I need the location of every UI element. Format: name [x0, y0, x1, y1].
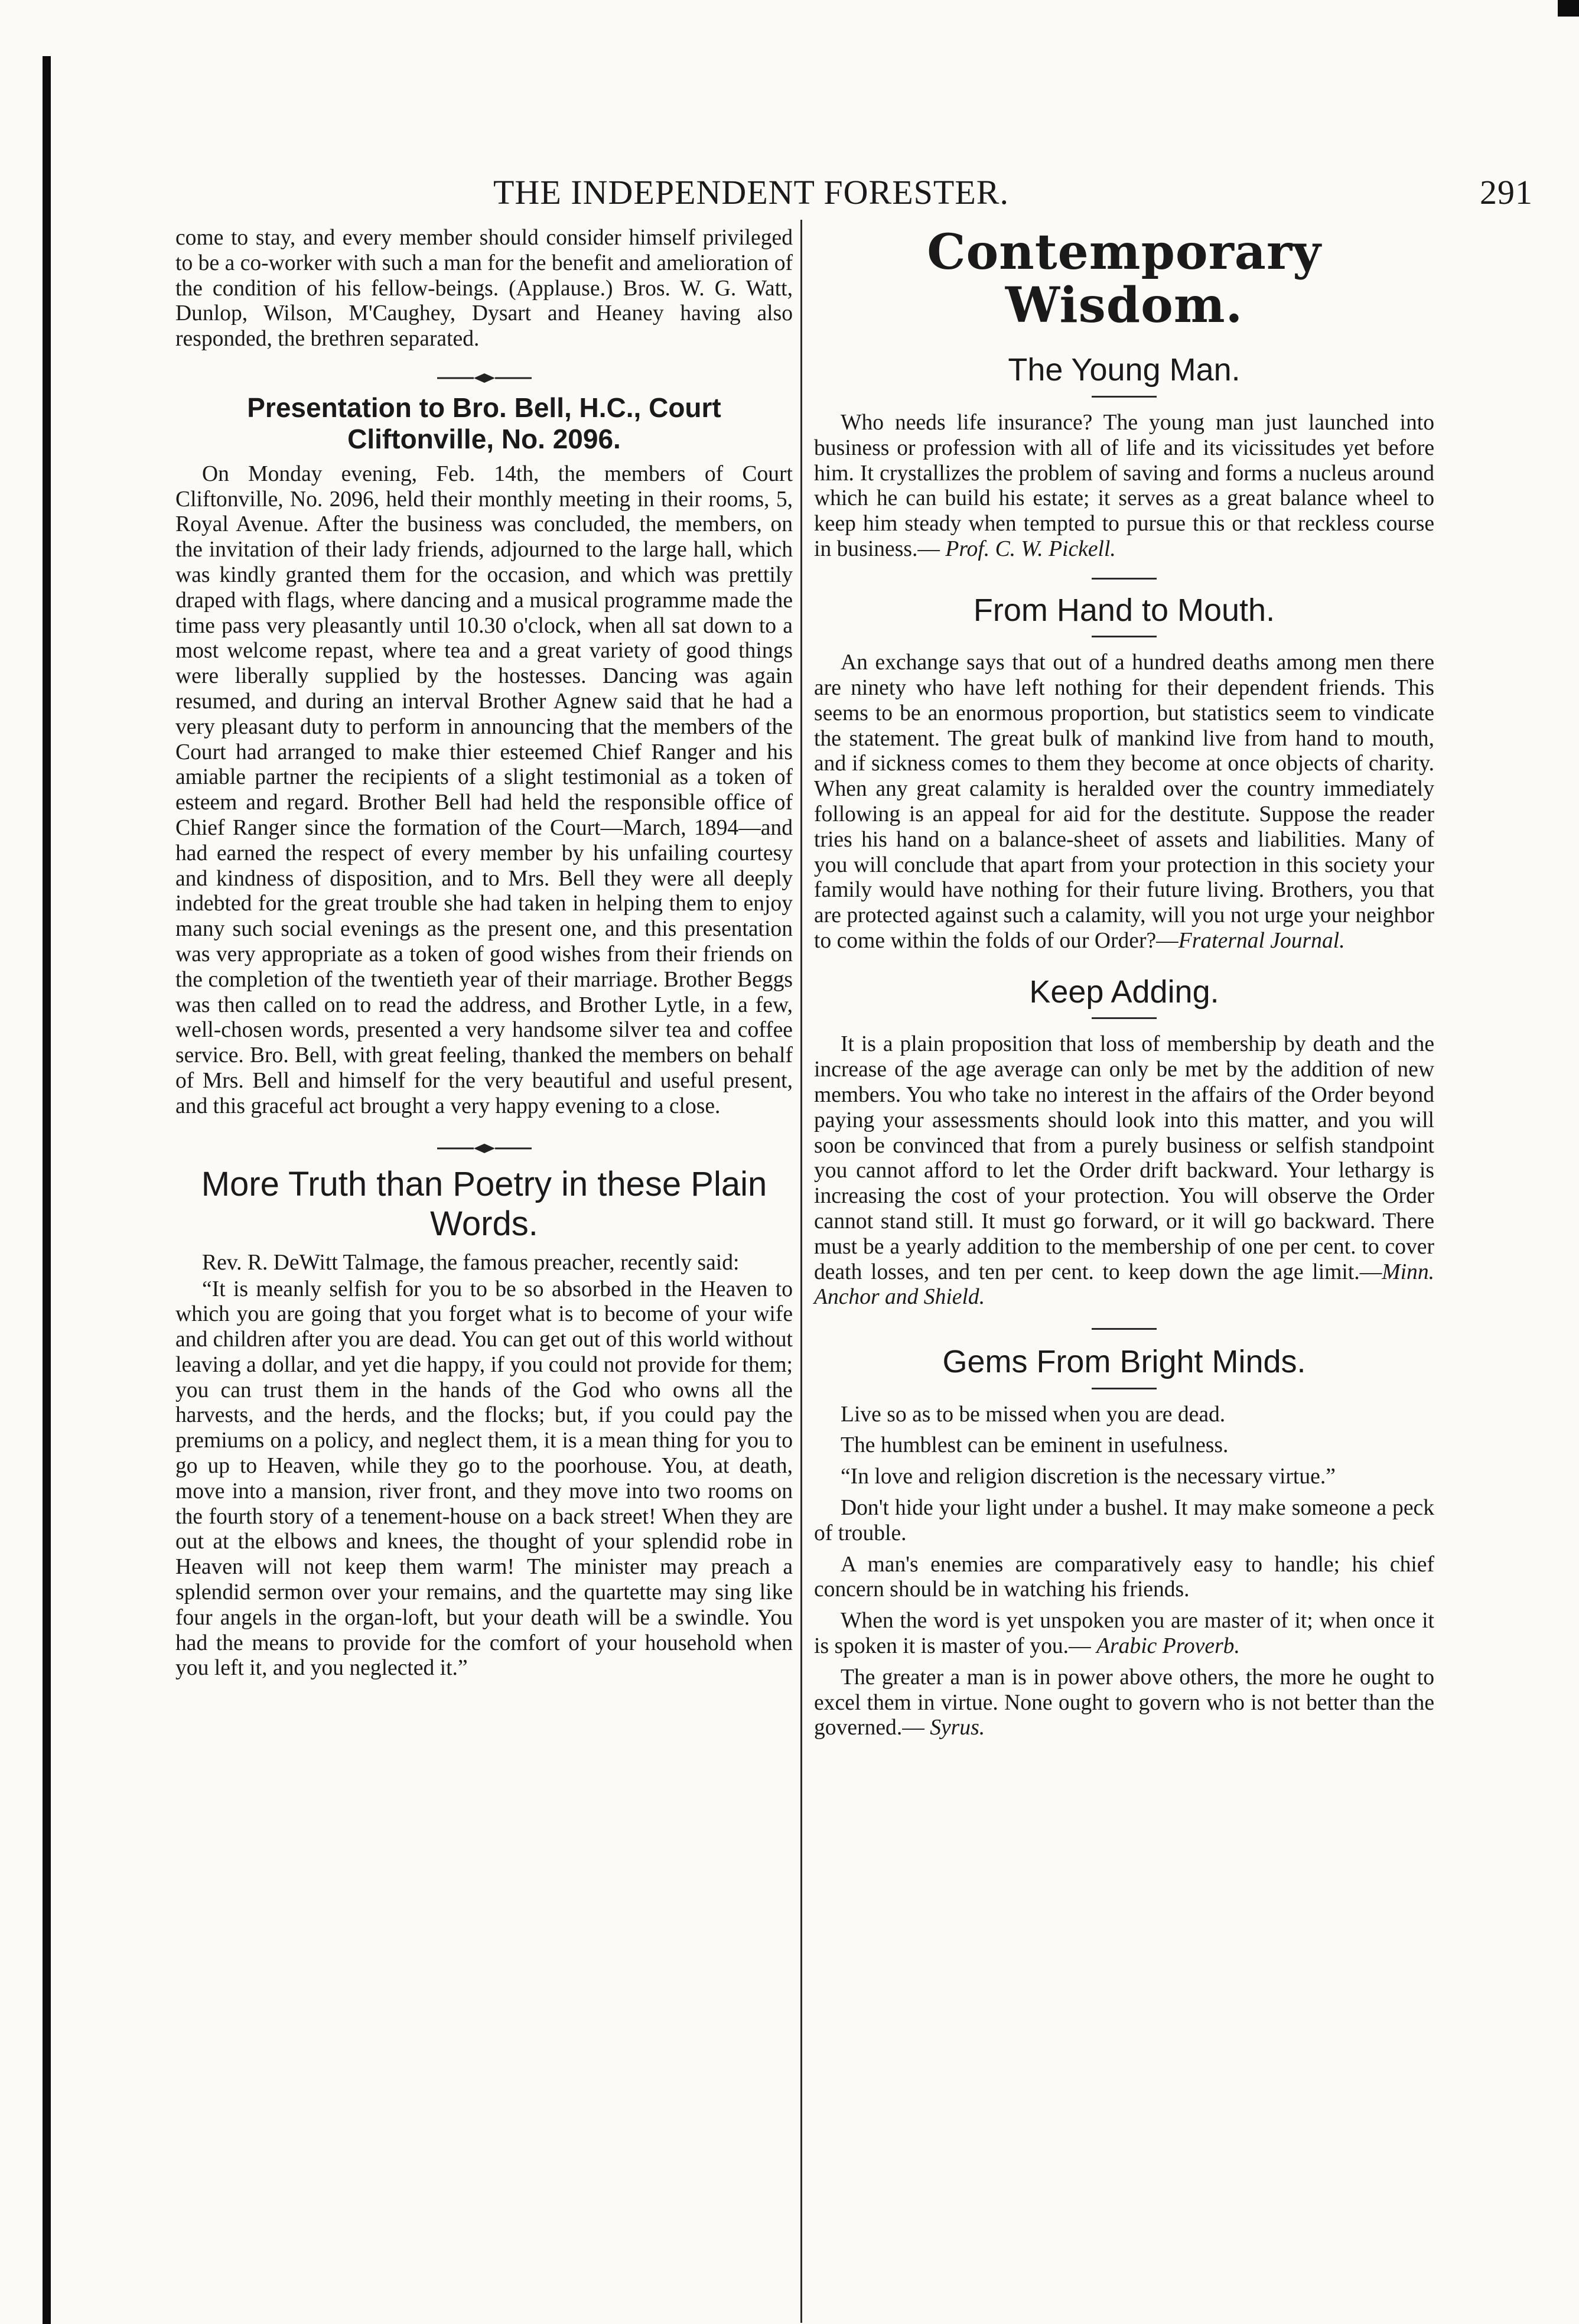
- page-number: 291: [1480, 173, 1533, 211]
- keep-adding-heading: Keep Adding.: [1029, 974, 1219, 1010]
- opening-paragraph: come to stay, and every member should consider himself privileged to be a co-worker with such a man for the benefit and amelioration of the condition of his fellow-beings. (Applause.) Bros. W. G. Watt, Dunlop, Wilson, M'Caughey, Dysart and Heaney having also responded, the brethren separated.: [175, 226, 793, 351]
- gem-syrus-source: Syrus.: [930, 1716, 985, 1740]
- short-rule: [1092, 396, 1157, 398]
- short-rule: [1092, 1328, 1157, 1330]
- short-rule: [1092, 636, 1157, 637]
- keep-adding-text: It is a plain proposition that loss of membership by death and the increase of the age average can only be met by the addition of new members. You who take no interest in the affairs of the Order beyond paying your assessments should look into this matter, and you will soon be convinced that from a purely business or selfish standpoint you cannot afford to let the Order drift backward. Your lethargy is increasing the cost of your protection. You will observe the Order cannot stand still. It must go forward, or it will go backward. There must be a yearly addition to the membership of one per cent. to cover death losses, and ten per cent. to keep down the age limit.—: [814, 1032, 1434, 1284]
- page-header: [493, 172, 1551, 220]
- gem-proverb-source: Arabic Proverb.: [1096, 1634, 1240, 1659]
- gem-item: A man's enemies are comparatively easy to handle; his chief concern should be in watching his friends.: [814, 1552, 1434, 1602]
- keep-adding-body: [814, 1032, 1434, 1310]
- margin-rule: [43, 56, 51, 2324]
- gem-proverb: [814, 1609, 1434, 1659]
- hand-to-mouth-heading: From Hand to Mouth.: [973, 592, 1275, 628]
- presentation-body: On Monday evening, Feb. 14th, the members of Court Cliftonville, No. 2096, held their monthly meeting in their rooms, 5, Royal Avenue. After the business was concluded, the members, on the invitation of their lady friends, adjourned to the large hall, which was kindly granted them for the occasion, and which was prettily draped with flags, where dancing and a musical programme made the time pass very pleasantly until 10.30 o'clock, when all sat down to a most welcome repast, where tea and a great variety of good things were liberally supplied by the hostesses. Dancing was again resumed, and during an interval Brother Agnew said that he had a very pleasant duty to perform in announcing that the members of the Court had arranged to make thier esteemed Chief Ranger and his amiable partner the recipients of a slight testimonial as a token of esteem and regard. Brother Bell had held the responsible office of Chief Ranger since the formation of the Court—March, 1894—and had earned the respect of every member by his unfailing courtesy and kindness of disposition, and to Mrs. Bell they were all deeply indebted for the great trouble she had taken in helping them to enjoy many such social evenings as the present one, and this presentation was very appropriate as a token of good wishes from their friends on the completion of the twentieth year of their marriage. Brother Beggs was then called on to read the address, and Brother Lytle, in a few, well-chosen words, presented a very handsome silver tea and coffee service. Bro. Bell, with great feeling, thanked the members on behalf of Mrs. Bell and himself for the very beautiful and useful present, and this graceful act brought a very happy evening to a close.: [175, 461, 793, 1118]
- hand-to-mouth-body: [814, 650, 1434, 954]
- young-man-text: Who needs life insurance? The young man just launched into business or profession with all of life and its vicissitudes yet before him. It crystallizes the problem of saving and forms a nucleus around which he can build his estate; it serves as a great balance wheel to keep him steady when tempted to pursue this or that reckless course in business.—: [814, 410, 1434, 561]
- keep-adding-source: Minn. Anchor and Shield.: [814, 1259, 1434, 1310]
- gem-item: Live so as to be missed when you are dead.: [841, 1402, 1226, 1427]
- young-man-body: [814, 411, 1434, 562]
- young-man-source: Prof. C. W. Pickell.: [945, 536, 1116, 561]
- presentation-heading: Presentation to Bro. Bell, H.C., Court Cliftonville, No. 2096.: [247, 392, 721, 454]
- gems-heading: Gems From Bright Minds.: [942, 1344, 1306, 1380]
- short-rule: [1092, 578, 1157, 580]
- gem-proverb-text: When the word is yet unspoken you are master of it; when once it is spoken it is master of you.—: [814, 1609, 1434, 1659]
- gem-item: “In love and religion discretion is the necessary virtue.”: [841, 1464, 1336, 1489]
- gem-item: The humblest can be eminent in usefulness.: [841, 1433, 1229, 1458]
- running-title: THE INDEPENDENT FORESTER.: [493, 173, 1009, 211]
- right-column: [814, 226, 1434, 1742]
- truth-quote: “It is meanly selfish for you to be so absorbed in the Heaven to which you are going that you forget what is to become of your wife and children after you are dead. You can get out of this world without leaving a dollar, and yet die happy, if you could not provide for them; you can trust them in the hands of the God who owns all the harvests, and the herds, and the flocks; but, if you could pay the premiums on a policy, and neglect them, it is a mean thing for you to go up to Heaven, while they go to the poorhouse. You, at death, move into a mansion, river front, and they move into two rooms on the fourth story of a tenement-house on a back street! When they are out at the elbows and knees, the thought of your splendid robe in Heaven will not keep them warm! The minister may preach a splendid sermon over your remains, and the quartette may sing like four angels in the organ-loft, but your death will be a swindle. You had the means to provide for the comfort of your household when you left it, and you neglected it.”: [175, 1277, 793, 1681]
- corner-rule: [1558, 0, 1579, 17]
- left-column: [175, 226, 793, 1682]
- gem-syrus: [814, 1665, 1434, 1741]
- masthead: Contemporary Wisdom.: [927, 224, 1321, 334]
- young-man-heading: The Young Man.: [1008, 352, 1241, 388]
- hand-to-mouth-source: Fraternal Journal.: [1178, 929, 1345, 953]
- hand-to-mouth-text: An exchange says that out of a hundred deaths among men there are ninety who have left nothing for their dependent friends. This seems to be an enormous proportion, but statistics seem to vindicate the statement. The great bulk of mankind live from hand to mouth, and if sickness comes to them they become at once objects of charity. When any great calamity is heralded over the country immediately following is an appeal for aid for the destitute. Suppose the reader tries his hand on a balance-sheet of assets and liabilities. Many of you will conclude that apart from your protection in this society your family would have nothing for their future living. Brothers, you that are protected against such a calamity, will you not urge your neighbor to come within the folds of our Order?—: [814, 650, 1434, 953]
- short-rule: [1092, 1017, 1157, 1019]
- ornament-divider-icon: [437, 1140, 532, 1157]
- truth-heading: More Truth than Poetry in these Plain Words.: [201, 1165, 767, 1243]
- ornament-divider-icon: [437, 370, 532, 386]
- column-divider: [800, 220, 802, 2323]
- truth-intro: Rev. R. DeWitt Talmage, the famous preacher, recently said:: [202, 1250, 740, 1275]
- gem-item: Don't hide your light under a bushel. It may make someone a peck of trouble.: [814, 1496, 1434, 1545]
- gem-syrus-text: The greater a man is in power above others, the more he ought to excel them in virtue. None ought to govern who is not better than the governed.—: [814, 1665, 1434, 1740]
- short-rule: [1092, 1388, 1157, 1389]
